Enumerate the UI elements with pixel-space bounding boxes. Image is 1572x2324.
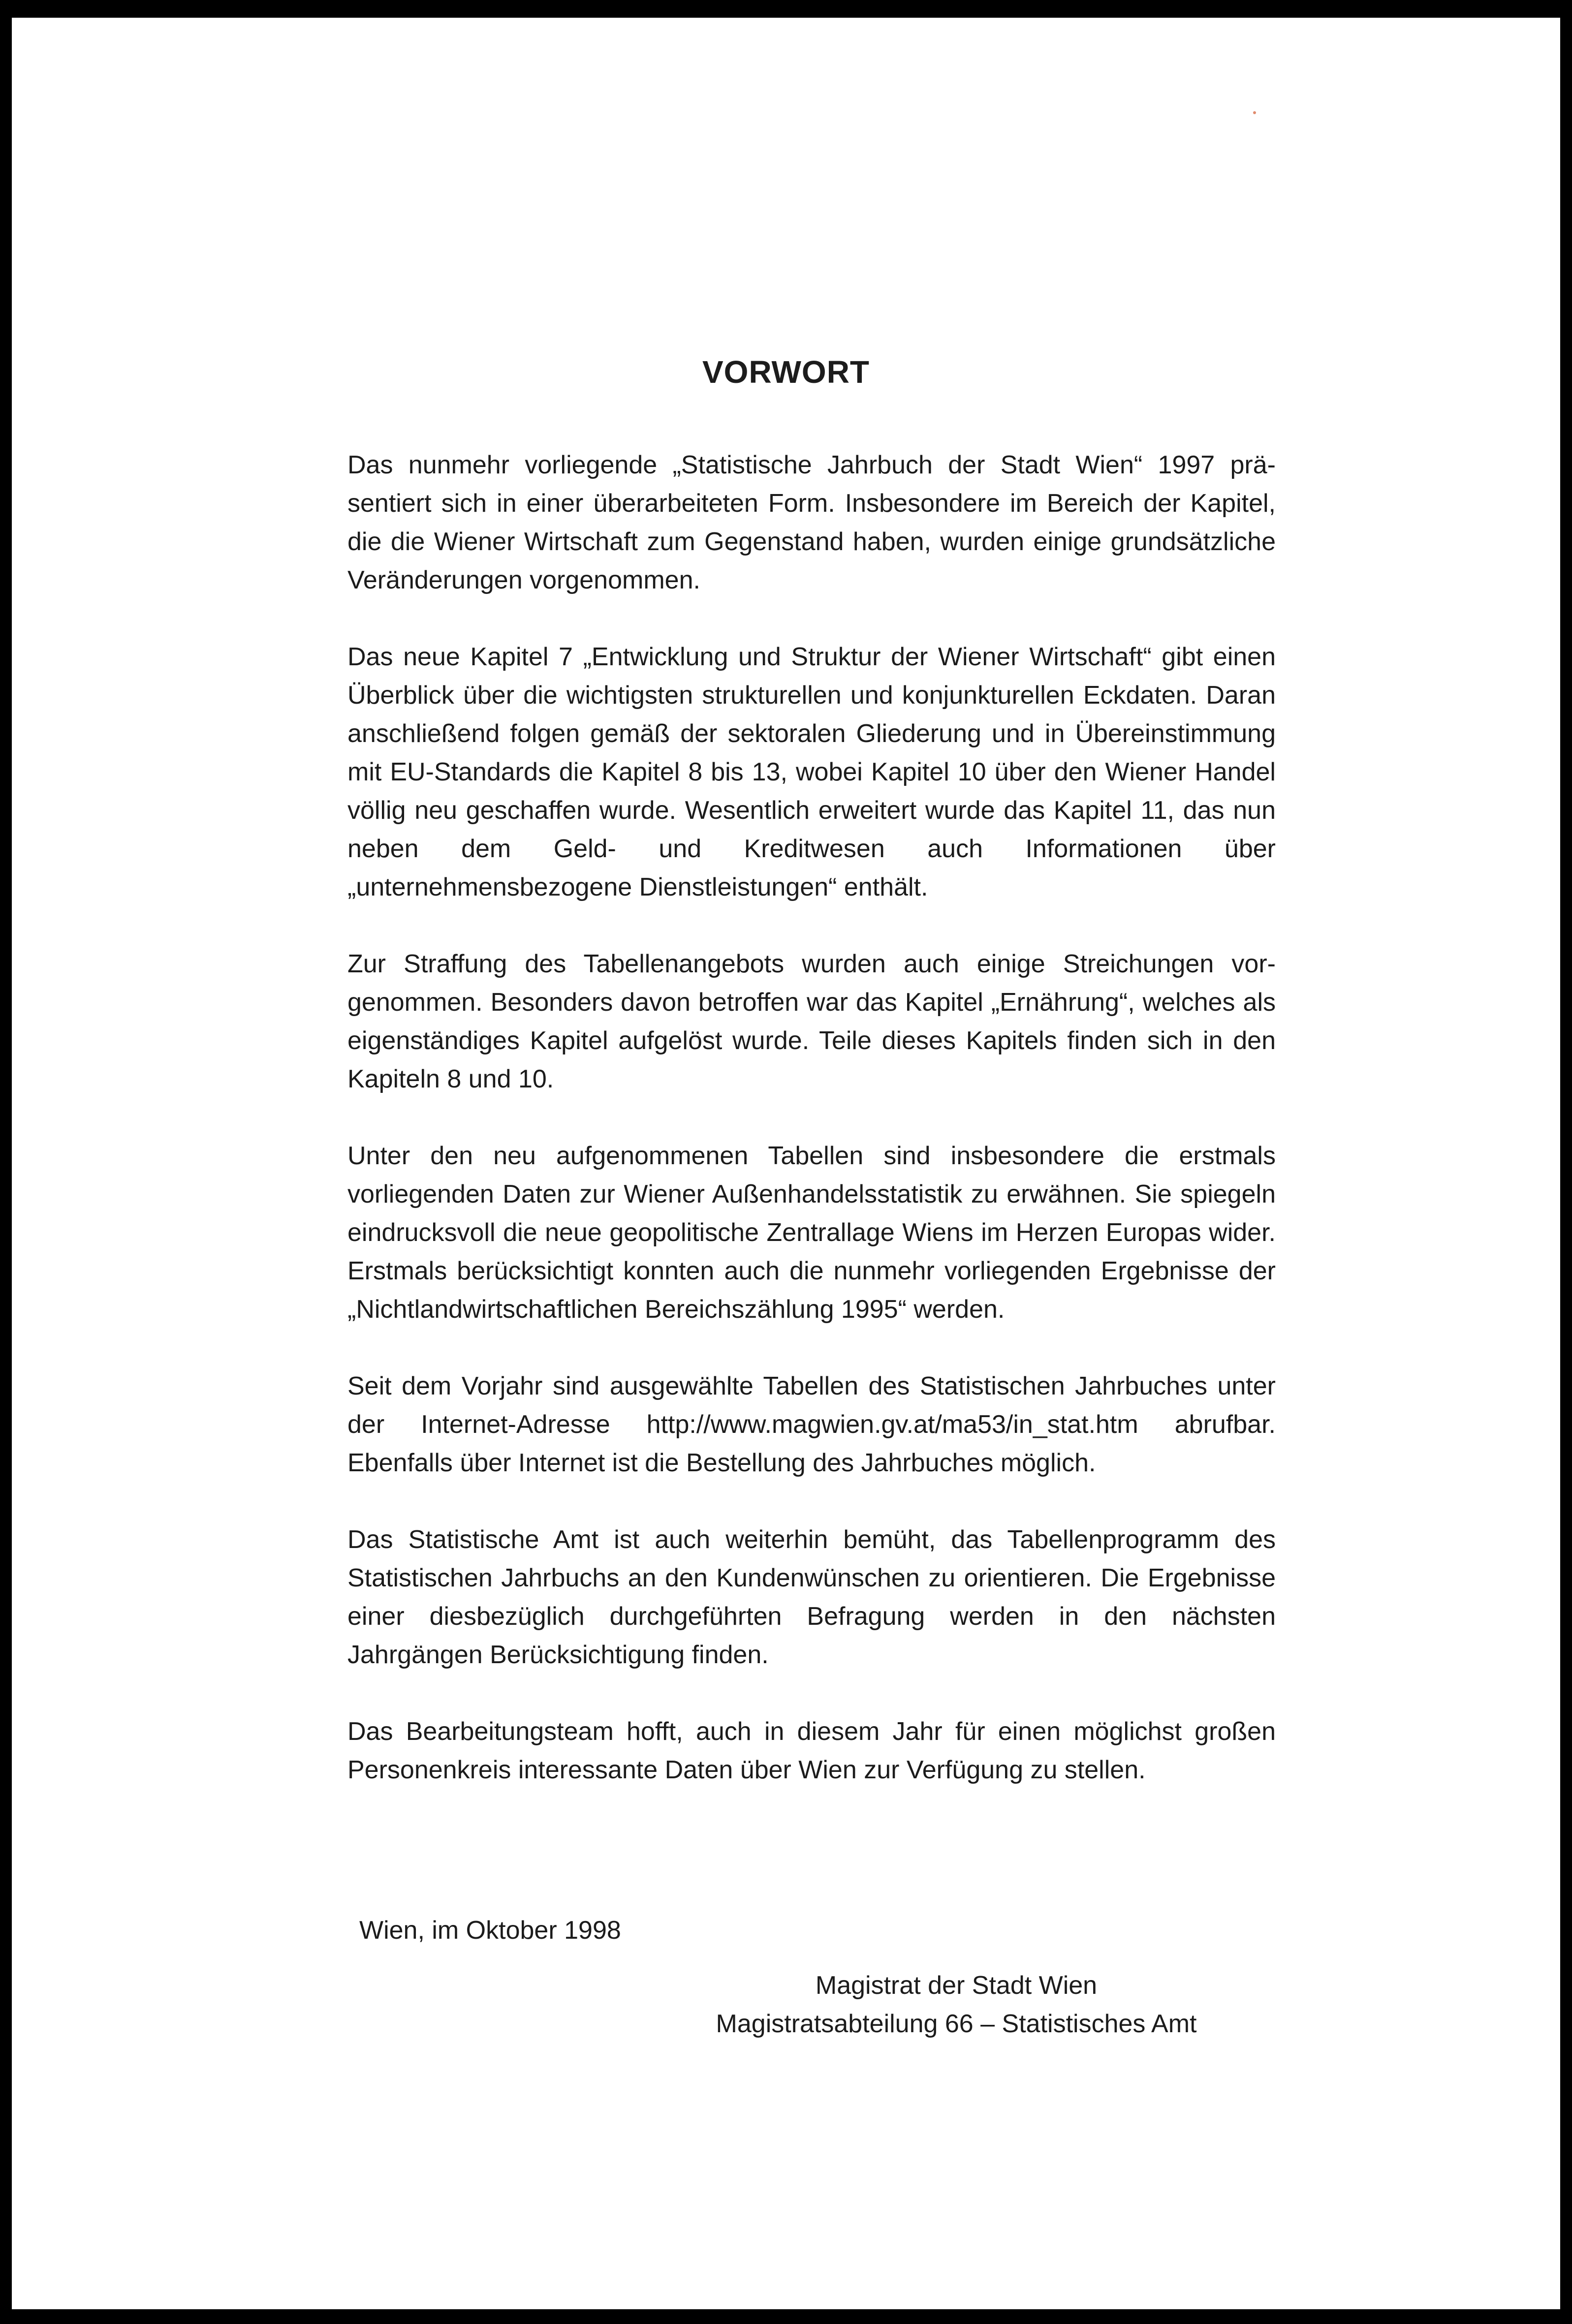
signature-block [661, 1966, 1252, 2043]
paragraph: Das Bearbeitungsteam hofft, auch in diesem Jahr für einen möglichst großen Personenkreis interessante Daten über Wien zur Verfügung zu stellen. [347, 1717, 1276, 1784]
document-page [12, 18, 1560, 2309]
page-title: VORWORT [702, 354, 870, 390]
foreword-body [347, 446, 1276, 1828]
place-date-line: Wien, im Oktober 1998 [359, 1916, 621, 1945]
paragraph: Seit dem Vorjahr sind ausgewählte Tabellen des Statistischen Jahrbuches unter der Internet-Adresse http://www.magwien.gv.at/ma53/in_stat.htm abrufbar. Ebenfalls über Internet ist die Bestellung des Jahrbuches möglich. [347, 1372, 1276, 1477]
paragraph: Unter den neu aufgenommenen Tabellen sind insbesondere die erstmals vorliegenden Daten zur Wiener Außenhandelsstatistik zu erwähnen. Sie spiegeln eindrucksvoll die neue geopolitische Zentrallage Wiens im Herzen Europas wider. Erstmals berücksichtigt konnten auch die nunmehr vorliegenden Ergebnisse der „Nichtlandwirtschaftlichen Bereichszählung 1995“ werden. [347, 1142, 1276, 1324]
paragraph: Das Statistische Amt ist auch weiterhin bemüht, das Tabellenprogramm des Statistischen Jahrbuchs an den Kundenwünschen zu orientieren. Die Ergebnisse einer diesbezüglich durchgeführten Befragung werden in den nächsten Jahrgängen Berücksichtigung finden. [347, 1525, 1276, 1669]
signature-line-2: Magistratsabteilung 66 – Statistisches Amt [716, 2010, 1197, 2038]
paragraph: Das nunmehr vorliegende „Statistische Jahrbuch der Stadt Wien“ 1997 präsentiert sich in einer überarbeiteten Form. Insbesondere im Bereich der Kapitel, die die Wiener Wirtschaft zum Gegenstand haben, wurden einige grundsätzliche Veränderungen vorgenommen. [347, 451, 1276, 594]
paragraph: Das neue Kapitel 7 „Entwicklung und Struktur der Wiener Wirtschaft“ gibt einen Überblick über die wichtigsten strukturellen und konjunkturellen Eckdaten. Daran anschließend folgen gemäß der sektoralen Gliederung und in Übereinstimmung mit EU-Standards die Kapitel 8 bis 13, wobei Kapitel 10 über den Wiener Handel völlig neu geschaffen wurde. Wesentlich erweitert wurde das Kapitel 11, das nun neben dem Geld- und Kreditwesen auch Informationen über „unternehmensbezogene Dienstleistungen“ enthält. [347, 643, 1276, 901]
paragraph: Zur Straffung des Tabellenangebots wurden auch einige Streichungen vorgenommen. Besonders davon betroffen war das Kapitel „Ernährung“, welches als eigenständiges Kapitel aufgelöst wurde. Teile dieses Kapitels finden sich in den Kapiteln 8 und 10. [347, 950, 1276, 1093]
signature-line-1: Magistrat der Stadt Wien [815, 1971, 1098, 2000]
scan-speck [1253, 111, 1256, 114]
